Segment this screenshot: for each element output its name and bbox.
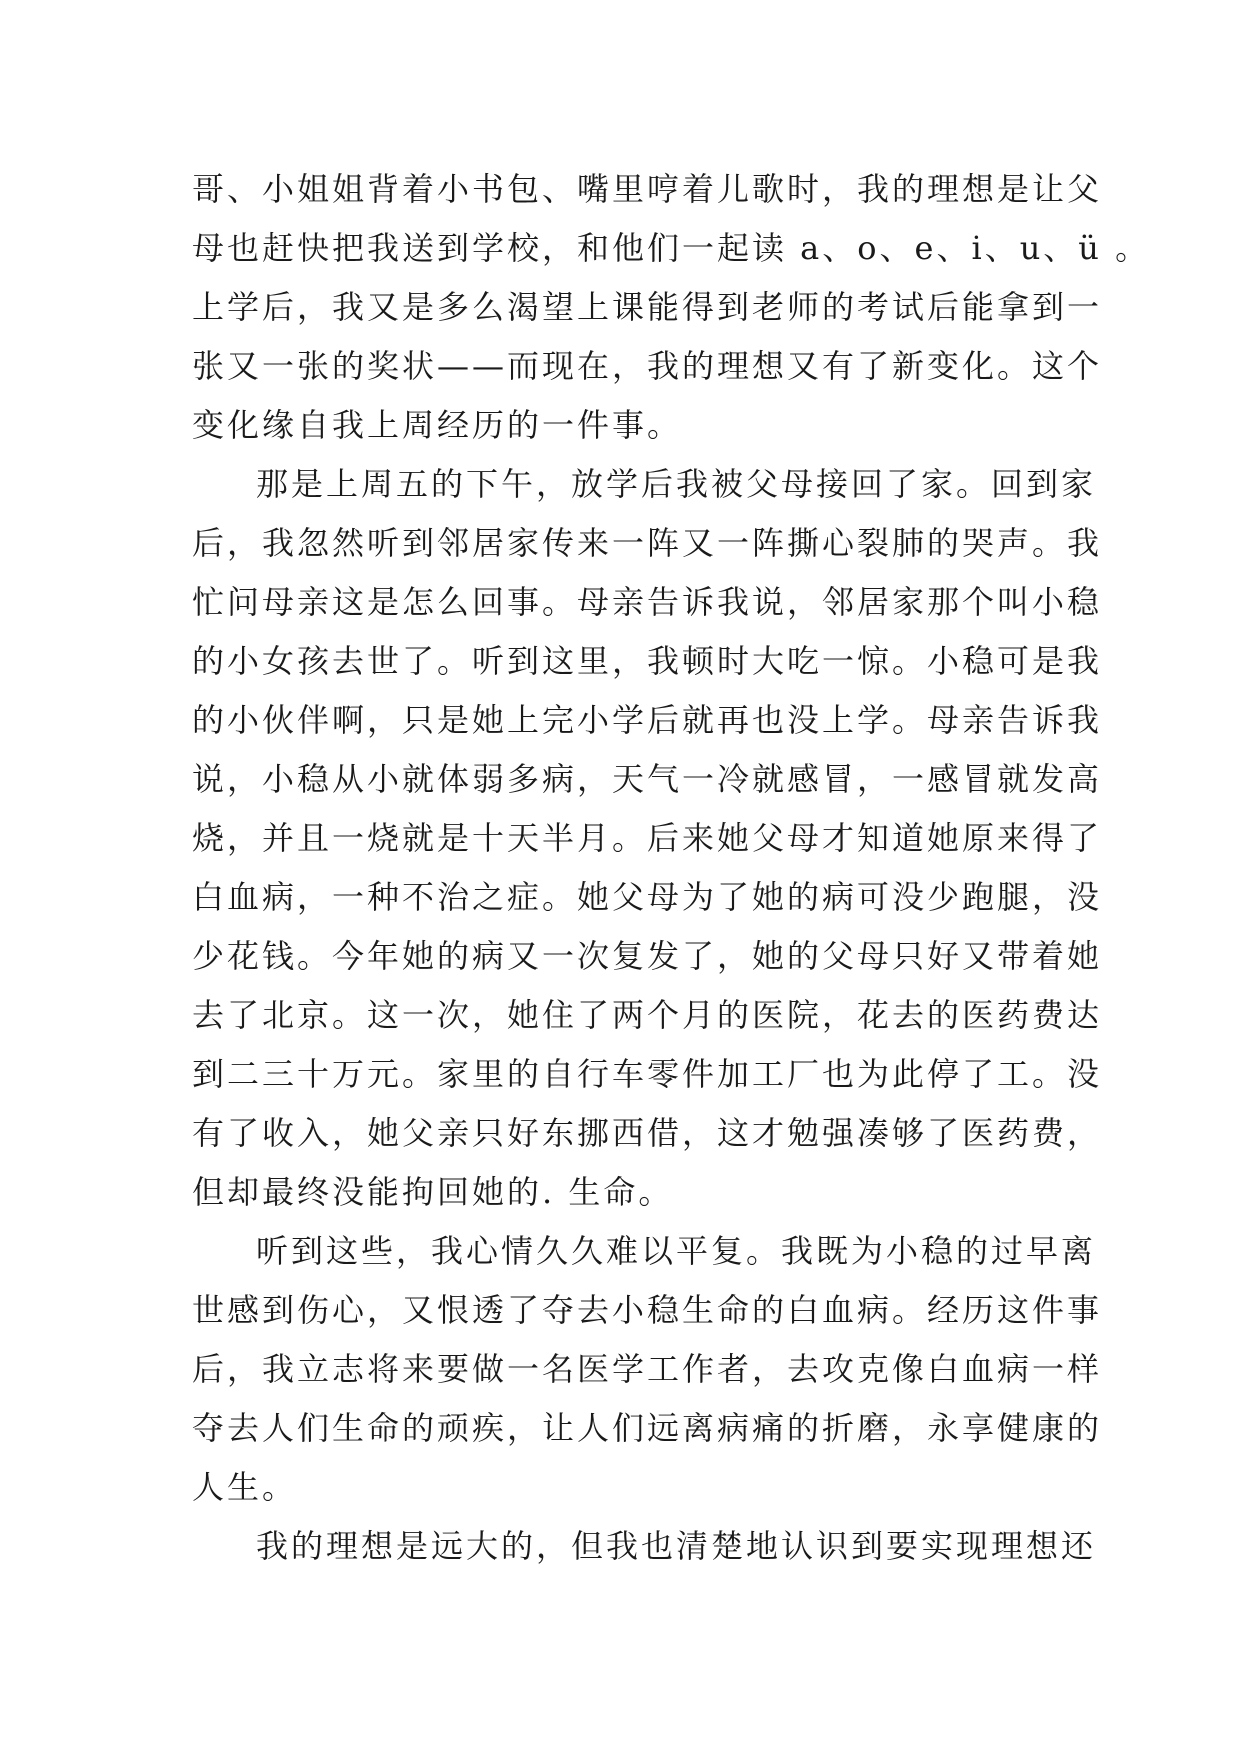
text-line: 后，我立志将来要做一名医学工作者，去攻克像白血病一样	[192, 1350, 1103, 1388]
text-line: 到二三十万元。家里的自行车零件加工厂也为此停了工。没	[192, 1055, 1103, 1093]
text-line: 忙问母亲这是怎么回事。母亲告诉我说，邻居家那个叫小稳	[192, 583, 1103, 621]
text-line: 张又一张的奖状——而现在，我的理想又有了新变化。这个	[192, 347, 1103, 385]
paragraph-start-line: 我的理想是远大的，但我也清楚地认识到要实现理想还	[256, 1527, 1097, 1565]
text-line: 母也赶快把我送到学校，和他们一起读 a、o、e、i、u、ü 。	[192, 229, 1151, 267]
text-line: 但却最终没能拘回她的. 生命。	[192, 1173, 674, 1211]
text-line: 烧，并且一烧就是十天半月。后来她父母才知道她原来得了	[192, 819, 1103, 857]
text-line: 少花钱。今年她的病又一次复发了，她的父母只好又带着她	[192, 937, 1103, 975]
text-line: 说，小稳从小就体弱多病，天气一冷就感冒，一感冒就发高	[192, 760, 1103, 798]
text-line: 的小伙伴啊，只是她上完小学后就再也没上学。母亲告诉我	[192, 701, 1103, 739]
text-line: 后，我忽然听到邻居家传来一阵又一阵撕心裂肺的哭声。我	[192, 524, 1103, 562]
text-line: 世感到伤心，又恨透了夺去小稳生命的白血病。经历这件事	[192, 1291, 1103, 1329]
text-line: 夺去人们生命的顽疾，让人们远离病痛的折磨，永享健康的	[192, 1409, 1103, 1447]
essay-text	[192, 160, 1151, 1576]
text-line: 人生。	[192, 1468, 298, 1506]
text-line: 变化缘自我上周经历的一件事。	[192, 406, 683, 444]
text-line: 有了收入，她父亲只好东挪西借，这才勉强凑够了医药费，	[192, 1114, 1103, 1152]
text-line: 上学后，我又是多么渴望上课能得到老师的考试后能拿到一	[192, 288, 1103, 326]
text-line: 的小女孩去世了。听到这里，我顿时大吃一惊。小稳可是我	[192, 642, 1103, 680]
text-line: 白血病，一种不治之症。她父母为了她的病可没少跑腿，没	[192, 878, 1103, 916]
text-line: 哥、小姐姐背着小书包、嘴里哼着儿歌时，我的理想是让父	[192, 170, 1103, 208]
paragraph-start-line: 听到这些，我心情久久难以平复。我既为小稳的过早离	[256, 1232, 1097, 1270]
paragraph-start-line: 那是上周五的下午，放学后我被父母接回了家。回到家	[256, 465, 1097, 503]
text-line: 去了北京。这一次，她住了两个月的医院，花去的医药费达	[192, 996, 1103, 1034]
